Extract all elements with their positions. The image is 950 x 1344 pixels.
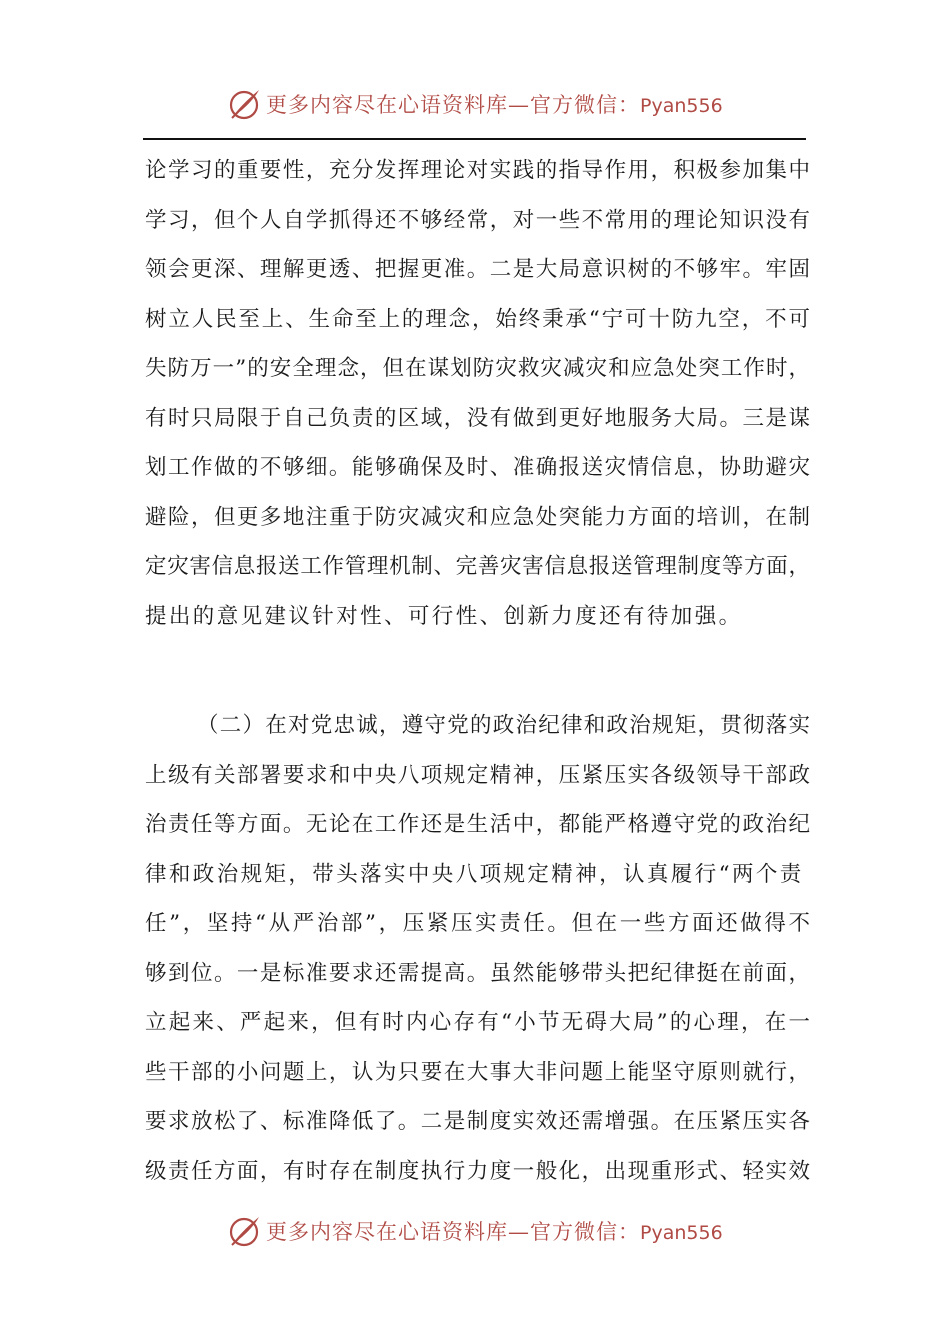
text-line: 论学习的重要性，充分发挥理论对实践的指导作用，积极参加集中	[145, 158, 810, 183]
text-line: 治责任等方面。无论在工作还是生活中，都能严格遵守党的政治纪	[145, 812, 810, 837]
paragraph-2	[145, 701, 810, 1196]
paragraph-gap	[145, 641, 810, 701]
text-line: 有时只局限于自己负责的区域，没有做到更好地服务大局。三是谋	[145, 405, 810, 431]
text-line: 学习，但个人自学抓得还不够经常，对一些不常用的理论知识没有	[145, 207, 810, 233]
quill-logo-icon	[228, 1214, 262, 1248]
text-line: 律和政治规矩，带头落实中央八项规定精神，认真履行“两个责	[145, 861, 804, 887]
text-line: 定灾害信息报送工作管理机制、完善灾害信息报送管理制度等方面，	[145, 554, 810, 579]
text-line: 领会更深、理解更透、把握更准。二是大局意识树的不够牢。牢固	[145, 257, 810, 282]
text-line: 够到位。一是标准要求还需提高。虽然能够带头把纪律挺在前面，	[145, 960, 810, 986]
text-line: 些干部的小问题上，认为只要在大事大非问题上能坚守原则就行，	[145, 1059, 810, 1085]
header-wechat-id: Pyan556	[640, 95, 723, 117]
footer-banner	[0, 1211, 950, 1251]
text-line: 上级有关部署要求和中央八项规定精神，压紧压实各级领导干部政	[145, 762, 810, 788]
header-banner-main: 更多内容尽在心语资料库—官方微信：	[266, 93, 640, 117]
text-line: 划工作做的不够细。能够确保及时、准确报送灾情信息，协助避灾	[145, 455, 810, 480]
header-banner-text	[266, 89, 723, 119]
text-line: 要求放松了、标准降低了。二是制度实效还需增强。在压紧压实各	[145, 1109, 810, 1134]
text-line: 树立人民至上、生命至上的理念，始终秉承“宁可十防九空，不可	[145, 306, 810, 332]
header-divider	[143, 138, 806, 140]
quill-logo-icon	[228, 87, 262, 121]
text-line: 级责任方面，有时存在制度执行力度一般化，出现重形式、轻实效	[145, 1158, 810, 1184]
text-line: 任”，坚持“从严治部”，压紧压实责任。但在一些方面还做得不	[145, 911, 810, 936]
paragraph-1	[145, 146, 810, 641]
text-line: （二）在对党忠诚，遵守党的政治纪律和政治规矩，贯彻落实	[197, 713, 810, 738]
text-line: 立起来、严起来，但有时内心存有“小节无碍大局”的心理，在一	[145, 1010, 810, 1035]
text-line: 提出的意见建议针对性、可行性、创新力度还有待加强。	[145, 603, 743, 629]
text-line: 失防万一”的安全理念，但在谋划防灾救灾减灾和应急处突工作时，	[145, 356, 810, 381]
document-body	[145, 146, 810, 1196]
footer-banner-main: 更多内容尽在心语资料库—官方微信：	[266, 1220, 640, 1244]
footer-wechat-id: Pyan556	[640, 1222, 723, 1244]
text-line: 避险，但更多地注重于防灾减灾和应急处突能力方面的培训，在制	[145, 504, 810, 530]
footer-banner-text	[266, 1216, 723, 1246]
header-banner	[0, 84, 950, 124]
